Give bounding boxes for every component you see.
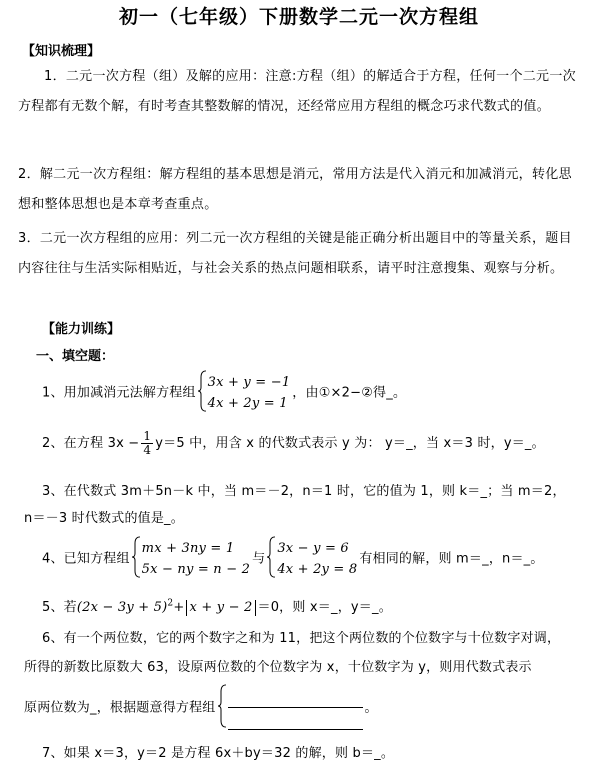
left-brace-icon bbox=[267, 536, 276, 578]
q5-absolute-value bbox=[184, 600, 257, 615]
q1-prefix: 1、用加减消元法解方程组 bbox=[42, 385, 196, 401]
q5-prefix: 5、若 bbox=[42, 600, 77, 615]
question-6-line-3 bbox=[24, 686, 594, 730]
left-brace-icon bbox=[132, 536, 141, 578]
q6-blank-system bbox=[218, 686, 363, 730]
section-heading-fill-in: 一、填空题： bbox=[36, 349, 115, 364]
question-1 bbox=[42, 372, 598, 414]
q2-prefix: 2、在方程 3x − bbox=[42, 436, 140, 451]
q1-suffix: ，由①×2−②得_。 bbox=[292, 385, 407, 401]
knowledge-item-2: 2．解二元一次方程组：解方程组的基本思想是消元，常用方法是代入消元和加减消元，转化思想和整体思想也是本章考查重点。 bbox=[18, 167, 572, 212]
question-4 bbox=[42, 538, 598, 580]
q1-equation-system bbox=[198, 372, 291, 414]
q4-system-1-equation-1: mx + 3ny = 1 bbox=[141, 541, 235, 556]
section-heading-knowledge: 【知识梳理】 bbox=[22, 44, 101, 59]
q4-system-2-equation-2: 4x + 2y = 8 bbox=[277, 562, 358, 577]
q4-system-1-equation-2: 5x − ny = n − 2 bbox=[141, 562, 251, 577]
q4-prefix: 4、已知方程组 bbox=[42, 551, 130, 567]
q2-fraction-numerator: 1 bbox=[143, 429, 152, 443]
question-2 bbox=[42, 430, 598, 457]
q5-plus: + bbox=[173, 600, 185, 615]
q5-exponent: 2 bbox=[167, 598, 174, 609]
abs-bar-left-icon bbox=[186, 600, 187, 616]
question-3-line-1: 3、在代数式 3m＋5n－k 中，当 m＝－2，n＝1 时，它的值为 1，则 k＝_；当 m＝2， bbox=[42, 484, 566, 499]
q2-middle: y＝5 中，用含 x 的代数式表示 y 为： bbox=[155, 436, 381, 451]
page-title: 初一（七年级）下册数学二元一次方程组 bbox=[118, 6, 479, 28]
q2-suffix: y＝_，当 x＝3 时，y＝_。 bbox=[385, 436, 545, 451]
q4-system-2 bbox=[267, 538, 357, 580]
q6-blank-equation-2[interactable] bbox=[228, 708, 363, 730]
abs-bar-right-icon bbox=[255, 600, 256, 616]
question-3-line-2: n＝－3 时代数式的值是_。 bbox=[24, 511, 184, 526]
left-brace-icon bbox=[198, 370, 207, 412]
question-6-line-2: 所得的新数比原数大 63，设原两位数的个位数字为 x，十位数字为 y，则用代数式表示 bbox=[24, 660, 532, 675]
q4-system-2-equation-1: 3x − y = 6 bbox=[277, 541, 349, 556]
question-6-line-1: 6、有一个两位数，它的两个数字之和为 11，把这个两位数的个位数字与十位数字对调， bbox=[42, 631, 561, 646]
q6-line-3-suffix: 。 bbox=[364, 700, 378, 716]
q6-line-3-prefix: 原两位数为_，根据题意得方程组 bbox=[24, 700, 216, 716]
q2-fraction-denominator: 4 bbox=[143, 443, 152, 457]
q5-squared-expression: (2x − 3y + 5) bbox=[76, 600, 168, 615]
q4-middle: 与 bbox=[252, 551, 266, 567]
question-7: 7、如果 x＝3，y＝2 是方程 6x＋by＝32 的解，则 b＝_。 bbox=[42, 746, 395, 761]
knowledge-item-3: 3．二元一次方程组的应用：列二元一次方程组的关键是能正确分析出题目中的等量关系，题目内容往往与生活实际相贴近，与社会关系的热点问题相联系，请平时注意搜集、观察与分析。 bbox=[18, 231, 572, 276]
q1-equation-2: 4x + 2y = 1 bbox=[207, 396, 288, 411]
section-heading-training: 【能力训练】 bbox=[42, 322, 121, 337]
q4-system-1 bbox=[132, 538, 250, 580]
question-5 bbox=[42, 596, 598, 616]
q2-fraction bbox=[141, 430, 153, 457]
q6-blank-equation-1[interactable] bbox=[228, 686, 363, 708]
q4-suffix: 有相同的解，则 m＝_，n＝_。 bbox=[359, 551, 544, 567]
q5-abs-expression: x + y − 2 bbox=[189, 600, 253, 615]
q1-equation-1: 3x + y = −1 bbox=[207, 375, 291, 390]
knowledge-item-1: 1．二元一次方程（组）及解的应用：注意:方程（组）的解适合于方程，任何一个二元一次方程都有无数个解，有时考查其整数解的情况，还经常应用方程组的概念巧求代数式的值。 bbox=[18, 69, 576, 114]
q5-suffix: ＝0，则 x＝_，y＝_。 bbox=[257, 600, 392, 615]
left-brace-icon bbox=[218, 684, 227, 728]
